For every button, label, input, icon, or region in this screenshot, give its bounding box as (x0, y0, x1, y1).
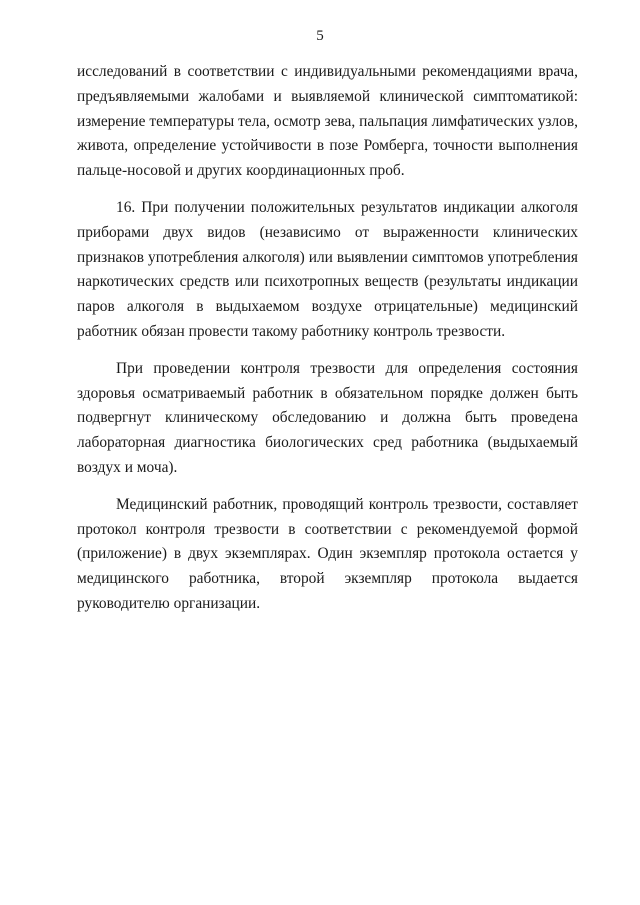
paragraph-protocol: Медицинский работник, проводящий контроль трезвости, составляет протокол контроля трезвости в соответствии с рекомендуемой формой (приложение) в двух экземплярах. Один экземпляр протокола остается у медицинского работника, второй экземпляр протокола выдается руководителю организации. (77, 495, 578, 612)
paragraph-gap (77, 481, 578, 493)
paragraph-gap (77, 345, 578, 357)
paragraph-sobriety-check: При проведении контроля трезвости для определения состояния здоровья осматриваемый работник в обязательном порядке должен быть подвергнут клиническому обследованию и должна быть проведена лабораторная диагностика биологических сред работника (выдыхаемый воздух и моча). (77, 359, 578, 476)
paragraph-gap (77, 184, 578, 196)
paragraph-item-16: 16. При получении положительных результатов индикации алкоголя приборами двух видов (независимо от выраженности клинических признаков употребления алкоголя) или выявлении симптомов употребления наркотических средств или психотропных веществ (результаты индикации паров алкоголя в выдыхаемом воздухе отрицательные) медицинский работник обязан провести такому работнику контроль трезвости. (77, 198, 578, 340)
page-number: 5 (316, 28, 324, 44)
paragraph-continuation: исследований в соответствии с индивидуальными рекомендациями врача, предъявляемыми жалобами и выявляемой клинической симптоматикой: измерение температуры тела, осмотр зева, пальпация лимфатических узлов, живота, определение устойчивости в позе Ромберга, точности выполнения пальце-носовой и других координационных проб. (77, 63, 578, 180)
body-text (77, 60, 578, 617)
